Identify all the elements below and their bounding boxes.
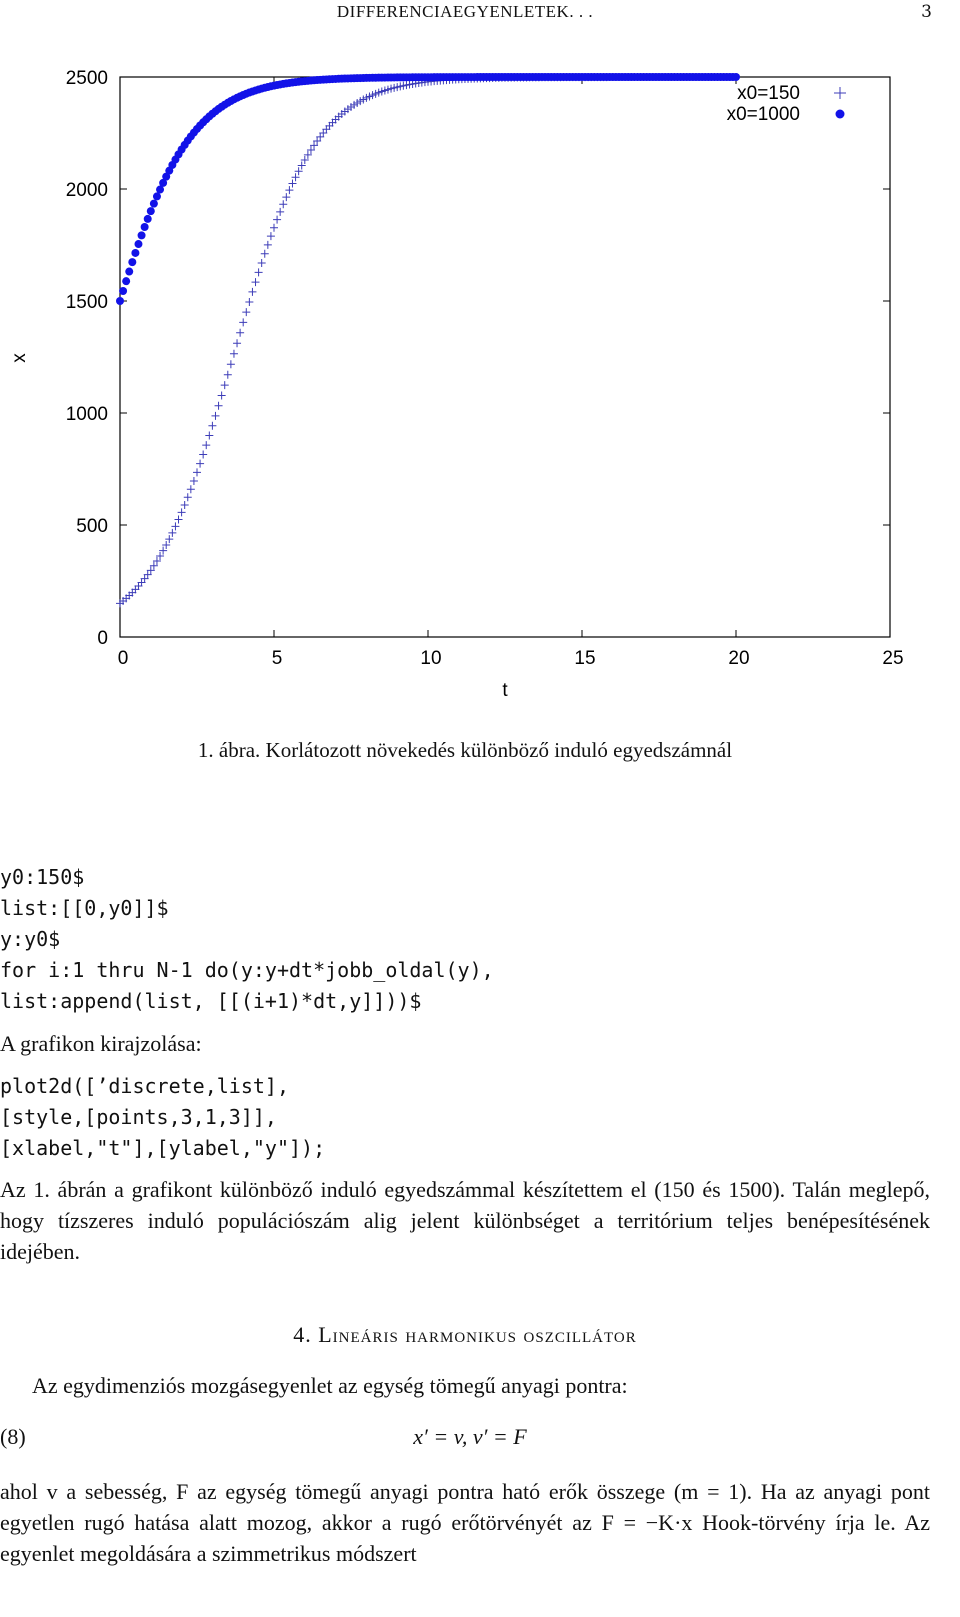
running-head (0, 0, 960, 30)
y-tick-label: 1500 (65, 292, 108, 313)
data-point-x0-1000 (116, 297, 124, 305)
y-tick-label: 2500 (65, 68, 108, 89)
data-point-x0-150 (193, 468, 201, 476)
y-tick-label: 500 (76, 516, 108, 537)
data-point-x0-150 (273, 216, 281, 224)
data-point-x0-150 (236, 329, 244, 337)
data-point-x0-150 (196, 460, 204, 468)
data-point-x0-150 (261, 250, 269, 258)
data-point-x0-150 (233, 339, 241, 347)
data-point-x0-150 (252, 278, 260, 286)
data-point-x0-150 (264, 241, 272, 249)
data-point-x0-150 (267, 232, 275, 240)
data-point-x0-150 (181, 501, 189, 509)
data-point-x0-150 (227, 360, 235, 368)
data-point-x0-150 (218, 391, 226, 399)
plot-intro-text: A grafikon kirajzolása: (0, 1031, 202, 1056)
data-point-x0-1000 (122, 277, 130, 285)
data-point-x0-150 (255, 268, 263, 276)
data-point-x0-150 (215, 402, 223, 410)
figure-caption: 1. ábra. Korlátozott növekedés különböző induló egyedszámnál (197, 738, 733, 762)
x-tick-label: 25 (882, 648, 904, 669)
data-point-x0-150 (270, 224, 278, 232)
chart-ylabel: x (9, 353, 30, 363)
x-tick-label: 15 (574, 648, 596, 669)
code-block-plot: plot2d([’discrete,list], [style,[points,3,1,3]], [xlabel,"t"],[ylabel,"y"]); (0, 1074, 326, 1160)
paragraph-hooke: ahol v a sebesség, F az egység tömegű anyagi pontra ható erők összege (m = 1). Ha az anyagi pont egyetlen rugó hatása alatt mozog, akkor a rugó erőtörvényét az F = −K·x Hook-törvény írja le. Az egyenlet megoldására a szimmetrikus módszert (0, 1479, 930, 1566)
x-tick-label: 5 (271, 648, 283, 669)
code-block-initialization: y0:150$ list:[[0,y0]]$ y:y0$ for i:1 thru N-1 do(y:y+dt*jobb_oldal(y), list:append(list, [[(i+1)*dt,y]]))$ (0, 865, 494, 1013)
data-point-x0-150 (258, 259, 266, 267)
paragraph-figure-discussion: Az 1. ábrán a grafikont különböző induló egyedszámmal készítettem el (150 és 1500). Talán meglepő, hogy tízszeres induló populációszám alig jelent különbséget a territórium teljes benépesítésének idejében. (0, 1177, 930, 1264)
data-point-x0-150 (242, 308, 250, 316)
data-point-x0-150 (276, 208, 284, 216)
plot-frame (120, 77, 890, 637)
figure-1-chart (0, 60, 930, 710)
data-point-x0-1000 (144, 215, 152, 223)
data-point-x0-1000 (125, 268, 133, 276)
page-number: 3 (921, 2, 932, 22)
legend-marker-circle (836, 110, 845, 119)
data-point-x0-1000 (138, 231, 146, 239)
legend-marker-plus (834, 87, 846, 99)
data-point-x0-150 (199, 450, 207, 458)
data-point-x0-1000 (128, 258, 136, 266)
data-point-x0-1000 (147, 207, 155, 215)
x-tick-label: 20 (728, 648, 750, 669)
data-point-x0-150 (211, 412, 219, 420)
x-tick-label: 0 (117, 648, 129, 669)
data-point-x0-150 (190, 477, 198, 485)
section-title: Lineáris harmonikus oszcillátor (318, 1322, 637, 1347)
section-number: 4. (293, 1322, 312, 1347)
data-point-x0-1000 (150, 200, 158, 208)
section-heading (0, 1322, 930, 1348)
data-point-x0-150 (245, 298, 253, 306)
y-tick-label: 2000 (65, 180, 108, 201)
data-point-x0-1000 (134, 240, 142, 248)
data-point-x0-150 (239, 318, 247, 326)
data-point-x0-1000 (131, 249, 139, 257)
running-head-title: DIFFERENCIAEGYENLETEK. . . (336, 2, 594, 21)
data-point-x0-150 (205, 432, 213, 440)
equation-number: (8) (0, 1424, 26, 1449)
data-point-x0-150 (178, 508, 186, 516)
data-point-x0-1000 (141, 223, 149, 231)
data-point-x0-150 (282, 193, 290, 201)
data-point-x0-150 (208, 422, 216, 430)
data-point-x0-150 (184, 493, 192, 501)
legend-label: x0=1000 (726, 104, 800, 125)
data-point-x0-1000 (119, 287, 127, 295)
data-point-x0-150 (224, 371, 232, 379)
data-point-x0-150 (248, 288, 256, 296)
data-point-x0-1000 (153, 192, 161, 200)
legend-label: x0=150 (737, 83, 800, 104)
data-point-x0-150 (187, 485, 195, 493)
y-tick-label: 1000 (65, 404, 108, 425)
x-tick-label: 10 (420, 648, 442, 669)
data-point-x0-150 (202, 441, 210, 449)
data-point-x0-150 (221, 381, 229, 389)
data-point-x0-150 (175, 516, 183, 524)
chart-xlabel: t (502, 680, 508, 701)
y-tick-label: 0 (97, 628, 108, 649)
data-point-x0-1000 (732, 73, 740, 81)
equation: x′ = v, v′ = F (413, 1424, 527, 1449)
intro-sentence: Az egydimenziós mozgásegyenlet az egység tömegű anyagi pontra: (32, 1373, 628, 1398)
data-point-x0-150 (279, 200, 287, 208)
data-point-x0-150 (230, 350, 238, 358)
